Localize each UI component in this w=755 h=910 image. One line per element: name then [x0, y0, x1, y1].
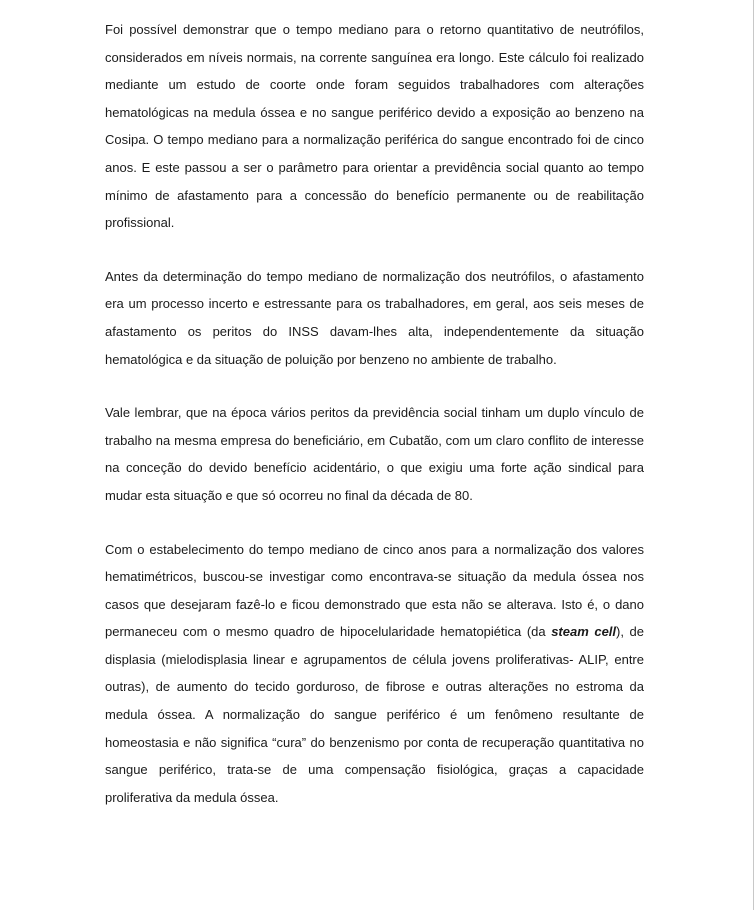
- paragraph-4-before: Com o estabelecimento do tempo mediano de cinco anos para a normalização dos valores hematimétricos, buscou-se investigar como encontrava-se situação da medula óssea nos casos que desejaram fazê-lo e ficou demonstrado que esta não se alterava. Isto é, o dano permaneceu com o mesmo quadro de hipocelularidade hematopiética (da: [105, 541, 644, 640]
- paragraph-3: Vale lembrar, que na época vários peritos da previdência social tinham um duplo vínculo de trabalho na mesma empresa do beneficiário, em Cubatão, com um claro conflito de interesse na conceção do devido benefício acidentário, o que exigiu uma forte ação sindical para mudar esta situação e que só ocorreu no final da década de 80.: [105, 405, 644, 503]
- paragraph-4-emphasis: steam cell: [551, 624, 617, 640]
- paragraph-2: Antes da determinação do tempo mediano de normalização dos neutrófilos, o afastamento era um processo incerto e estressante para os trabalhadores, em geral, aos seis meses de afastamento os peritos do INSS davam-lhes alta, independentemente da situação hematológica e da situação de poluição por benzeno no ambiente de trabalho.: [105, 268, 644, 367]
- document-body: [105, 16, 644, 837]
- paragraph-1: Foi possível demonstrar que o tempo mediano para o retorno quantitativo de neutrófilos, considerados em níveis normais, na corrente sanguínea era longo. Este cálculo foi realizado mediante um estudo de coorte onde foram seguidos trabalhadores com alterações hematológicas na medula óssea e no sangue periférico devido a exposição ao benzeno na Cosipa. O tempo mediano para a normalização periférica do sangue encontrado foi de cinco anos. E este passou a ser o parâmetro para orientar a previdência social quanto ao tempo mínimo de afastamento para a concessão do benefício permanente ou de reabilitação profissional.: [105, 22, 644, 231]
- paragraph-4: [105, 536, 644, 812]
- paragraph-4-after: ), de displasia (mielodisplasia linear e agrupamentos de célula jovens proliferativas- ALIP, entre outras), de aumento do tecido gorduroso, de fibrose e outras alterações no estroma da medula óssea. A normalização do sangue periférico é um fenômeno resultante de homeostasia e não significa “cura” do benzenismo por conta de recuperação quantitativa no sangue periférico, trata-se de uma compensação fisiológica, graças a capacidade proliferativa da medula óssea.: [105, 624, 645, 805]
